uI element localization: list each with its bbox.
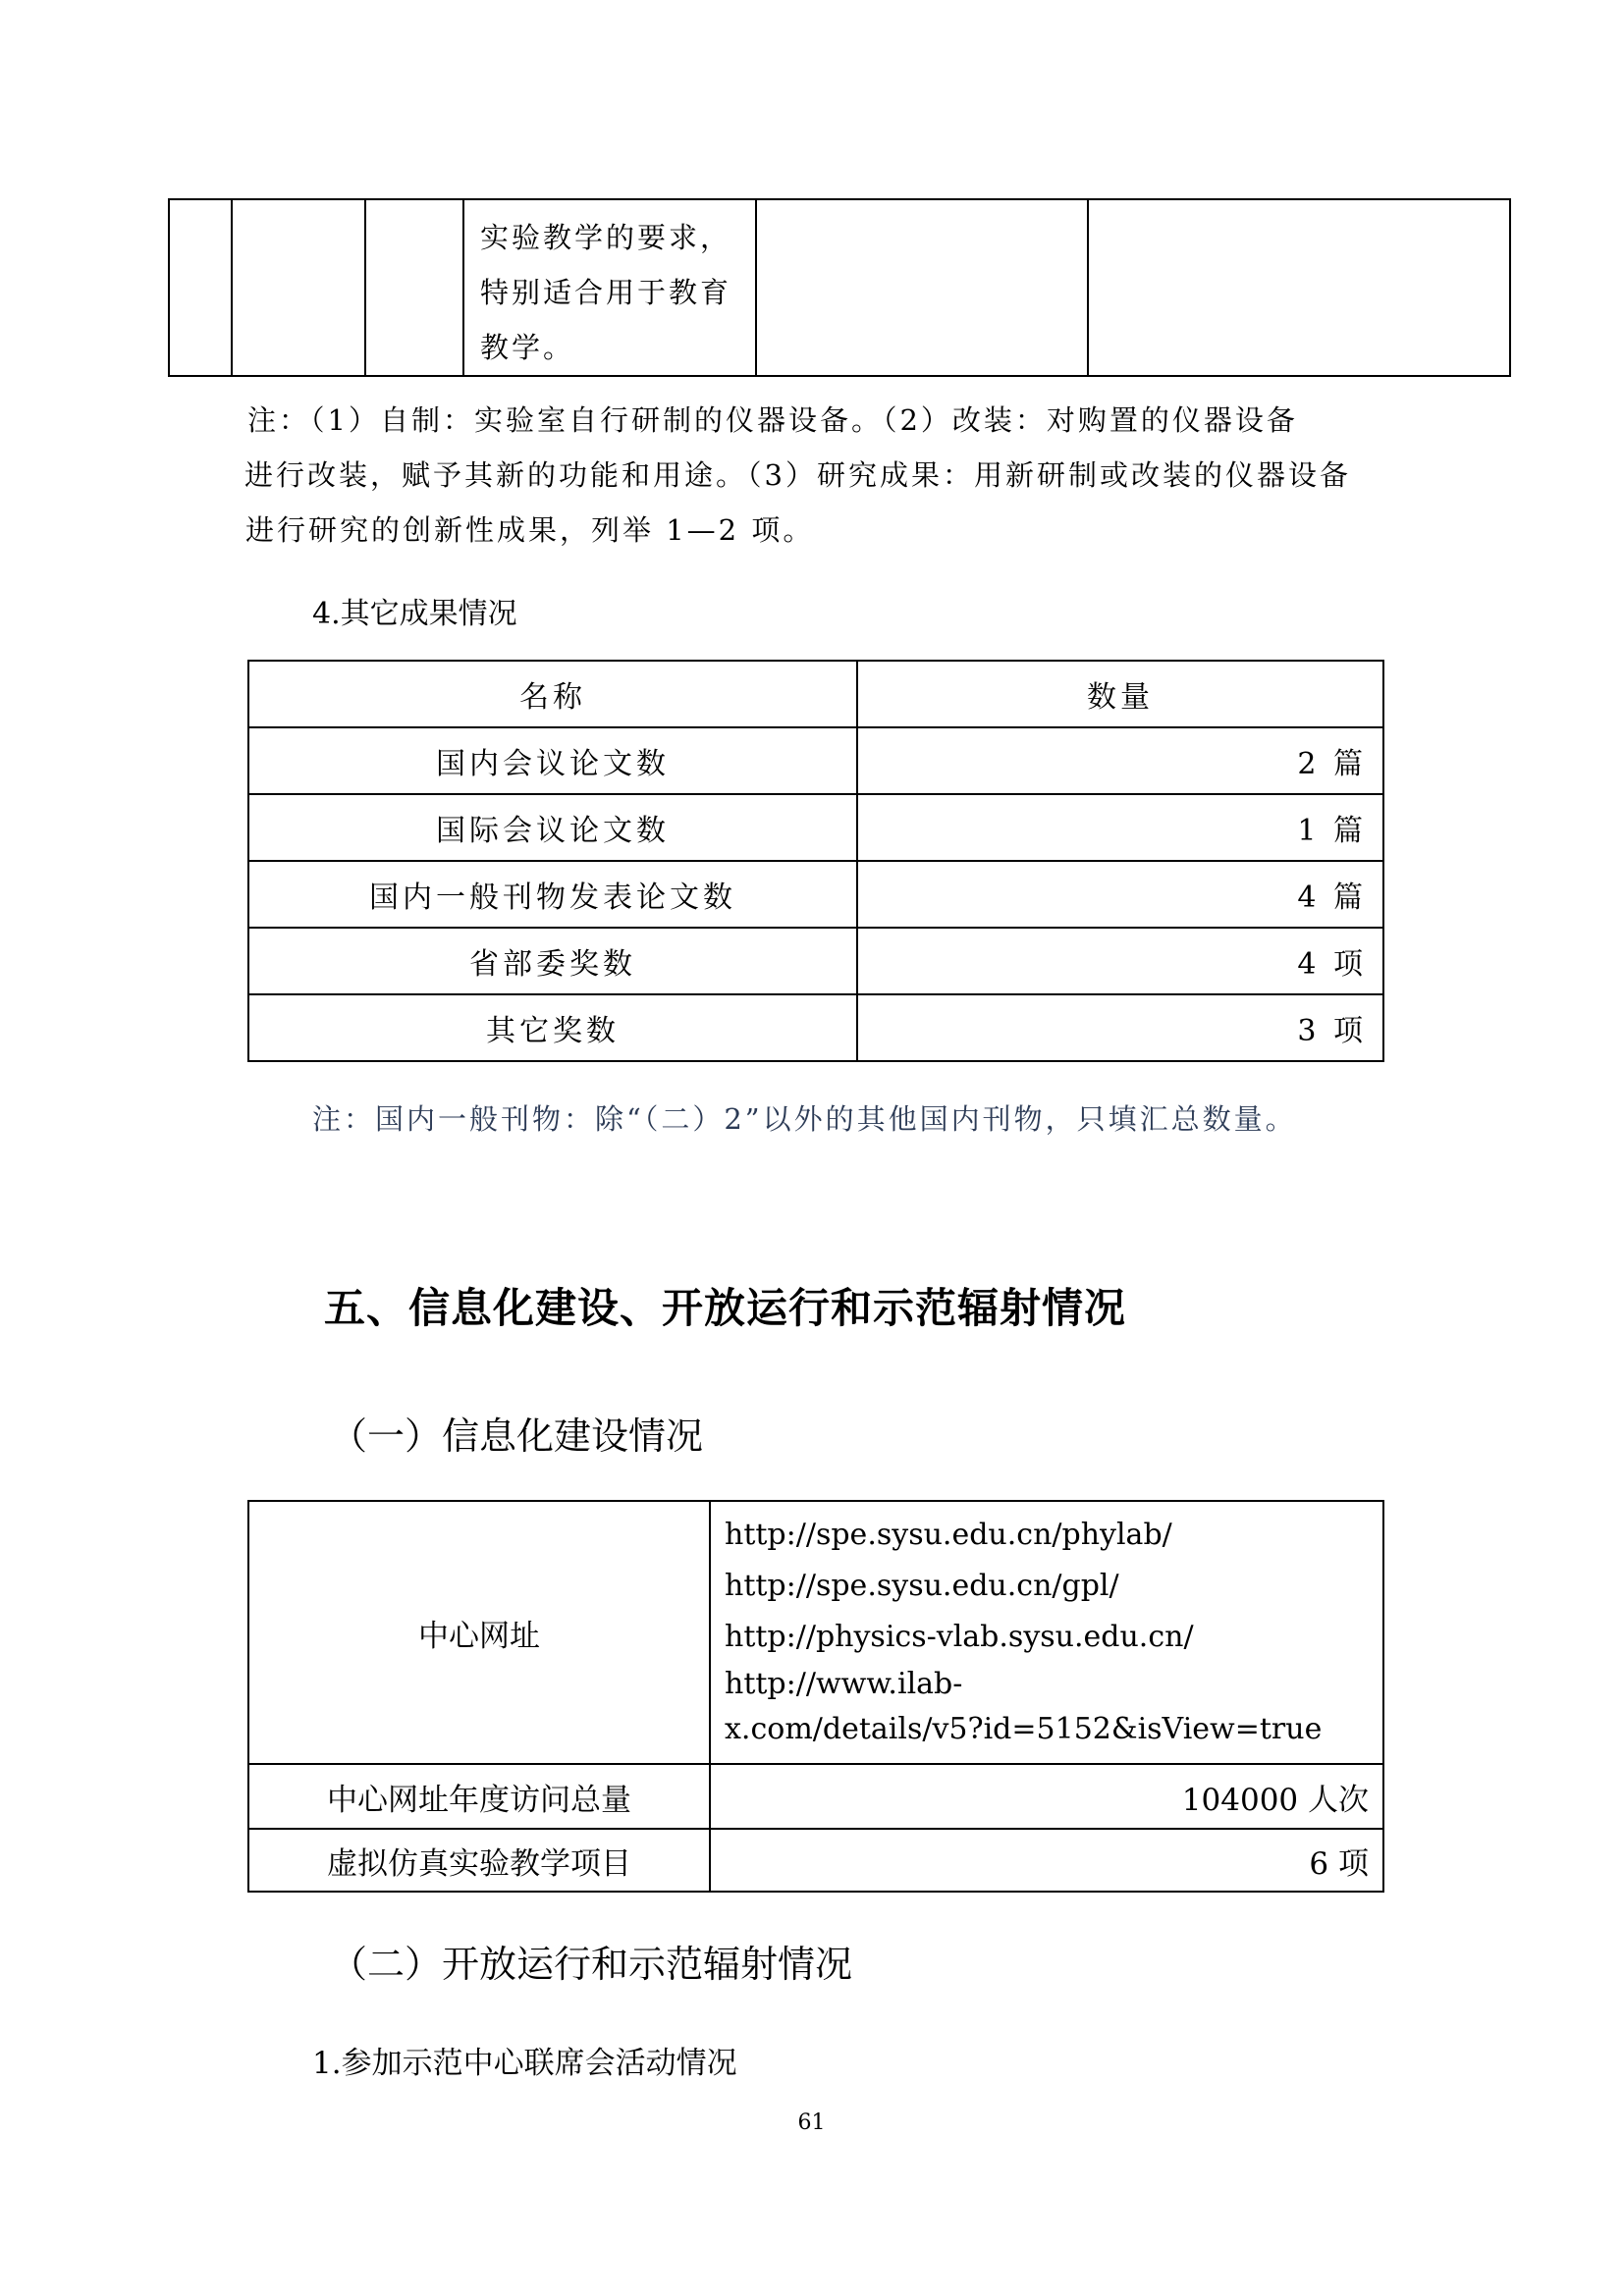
table-row xyxy=(248,1764,1383,1829)
table-cell xyxy=(463,199,756,376)
page-number: 61 xyxy=(797,2110,826,2135)
cell-text xyxy=(464,200,755,375)
table-row xyxy=(248,1501,1383,1764)
row-name: 其它奖数 xyxy=(248,994,857,1061)
cell-line: 教学。 xyxy=(480,331,575,364)
row-qty: 4 项 xyxy=(857,928,1383,994)
table-row xyxy=(248,794,1383,861)
url-link[interactable]: http://physics-vlab.sysu.edu.cn/ xyxy=(725,1620,1194,1654)
section-5-title: 五、信息化建设、开放运行和示范辐射情况 xyxy=(324,1284,1127,1332)
header-name: 名称 xyxy=(248,661,857,727)
url-cell xyxy=(710,1501,1383,1764)
url-link[interactable]: http://www.ilab- xyxy=(725,1667,963,1701)
visits-value: 104000 人次 xyxy=(710,1764,1383,1829)
vr-projects-value: 6 项 xyxy=(710,1829,1383,1892)
section-4-title: 4.其它成果情况 xyxy=(312,597,517,631)
row-name: 国际会议论文数 xyxy=(248,794,857,861)
vr-projects-label: 虚拟仿真实验教学项目 xyxy=(248,1829,710,1892)
cell-line: 特别适合用于教育 xyxy=(480,276,732,309)
equipment-note xyxy=(244,393,1524,558)
note-line: 进行研究的创新性成果，列举 1—2 项。 xyxy=(245,513,815,547)
table-row xyxy=(248,928,1383,994)
note-line: 进行改装，赋予其新的功能和用途。（3）研究成果：用新研制或改装的仪器设备 xyxy=(244,458,1351,492)
subsection-2-title: （二）开放运行和示范辐射情况 xyxy=(330,1943,853,1986)
table-header-row xyxy=(248,661,1383,727)
row-name: 省部委奖数 xyxy=(248,928,857,994)
table-cell xyxy=(169,199,232,376)
cell-line: 实验教学的要求， xyxy=(480,221,732,254)
row-name: 国内一般刊物发表论文数 xyxy=(248,861,857,928)
table-cell xyxy=(232,199,365,376)
row-qty: 2 篇 xyxy=(857,727,1383,794)
table-row xyxy=(248,861,1383,928)
subsection-3-title: 1.参加示范中心联席会活动情况 xyxy=(312,2046,737,2081)
note-line: 注：（1）自制：实验室自行研制的仪器设备。（2）改装：对购置的仪器设备 xyxy=(247,403,1298,437)
url-link[interactable]: http://spe.sysu.edu.cn/phylab/ xyxy=(725,1518,1172,1552)
row-name: 国内会议论文数 xyxy=(248,727,857,794)
subsection-1-title: （一）信息化建设情况 xyxy=(330,1415,704,1458)
journal-note: 注：国内一般刊物：除“（二）2”以外的其他国内刊物，只填汇总数量。 xyxy=(312,1102,1297,1136)
table-cell xyxy=(1088,199,1510,376)
url-link[interactable]: http://spe.sysu.edu.cn/gpl/ xyxy=(725,1569,1119,1603)
table-row xyxy=(248,994,1383,1061)
header-qty: 数量 xyxy=(857,661,1383,727)
table-row xyxy=(248,727,1383,794)
visits-label: 中心网址年度访问总量 xyxy=(248,1764,710,1829)
other-outcomes-table xyxy=(247,660,1384,1062)
row-qty: 3 项 xyxy=(857,994,1383,1061)
row-qty: 1 篇 xyxy=(857,794,1383,861)
table-row xyxy=(248,1829,1383,1892)
informatization-table xyxy=(247,1500,1384,1893)
row-qty: 4 篇 xyxy=(857,861,1383,928)
site-label: 中心网址 xyxy=(248,1501,710,1764)
table-cell xyxy=(756,199,1088,376)
top-continuation-table xyxy=(168,198,1511,377)
url-link[interactable]: x.com/details/v5?id=5152&isView=true xyxy=(725,1712,1323,1746)
table-cell xyxy=(365,199,463,376)
